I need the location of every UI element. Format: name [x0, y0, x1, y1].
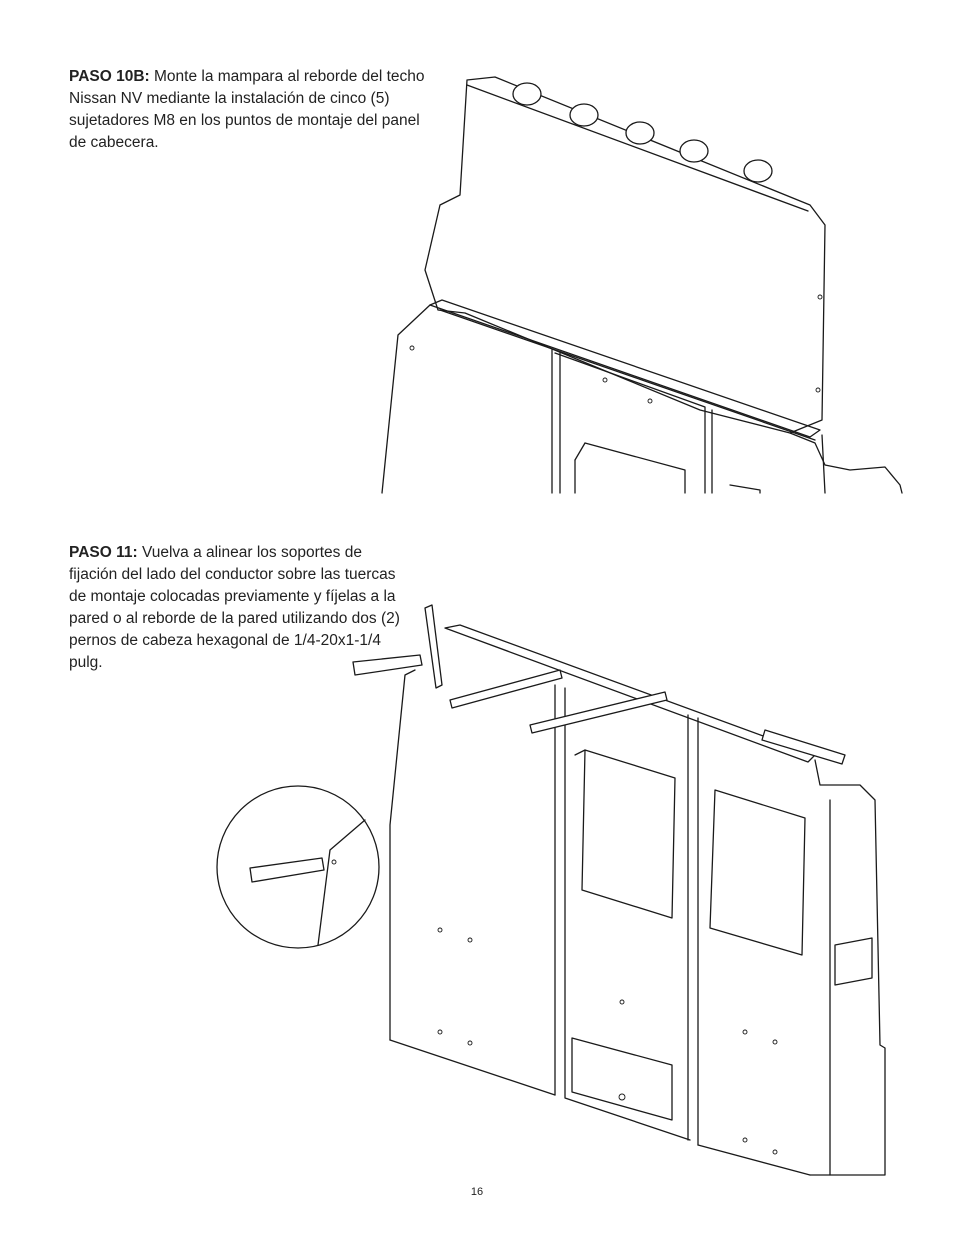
detail-magnifier — [217, 786, 379, 948]
step-11-illustration — [210, 600, 900, 1190]
storage-box-left — [582, 750, 675, 918]
step-11-text: Vuelva a alinear los soportes de fijación del lado del conductor sobre las tuercas de montaje colocadas previamente y fíjelas a la pared o al reborde de la pared utilizando dos (2) pernos de cabeza hexagonal de 1/4-20x1-1/4 pulg. — [69, 544, 400, 671]
small-plate — [730, 485, 760, 493]
fastener-3 — [626, 122, 654, 144]
fastener-4 — [680, 140, 708, 162]
fastener-5 — [744, 160, 772, 182]
roof-flange — [430, 300, 820, 437]
header-panel — [425, 77, 825, 433]
partition-wall — [353, 605, 885, 1175]
storage-box-side — [575, 443, 585, 460]
page-number: 16 — [470, 1186, 484, 1198]
bracket-left-vertical — [425, 605, 442, 688]
left-wall-edge — [390, 670, 415, 1040]
storage-box-top — [585, 443, 685, 493]
left-wall-bottom — [390, 1040, 555, 1095]
left-wall-edge — [382, 305, 430, 493]
right-access-plate — [835, 938, 872, 985]
right-wall-edge — [790, 433, 902, 493]
step-10b-label: PASO 10B: — [69, 68, 150, 85]
step-10b-illustration — [370, 65, 910, 495]
header-top-edge — [467, 85, 808, 211]
bracket-right — [762, 730, 845, 764]
lower-access-plate — [572, 1038, 672, 1120]
bulkhead-partition — [382, 77, 902, 493]
right-wall-edge — [810, 760, 885, 1175]
step-10b-text: Monte la mampara al reborde del techo Nissan NV mediante la instalación de cinco (5) sujetadores M8 en los puntos de montaje del panel de cabecera. — [69, 68, 425, 151]
step-11-label: PASO 11: — [69, 544, 138, 561]
fastener-2 — [570, 104, 598, 126]
bracket-center-right — [530, 692, 667, 733]
flange-lower-edge — [440, 310, 815, 440]
storage-box-right — [710, 790, 805, 955]
fastener-1 — [513, 83, 541, 105]
bracket-center-left — [450, 670, 562, 708]
right-panel-bottom — [698, 1145, 810, 1175]
storage-box-left-lid — [575, 750, 585, 755]
m8-fasteners — [513, 83, 772, 182]
